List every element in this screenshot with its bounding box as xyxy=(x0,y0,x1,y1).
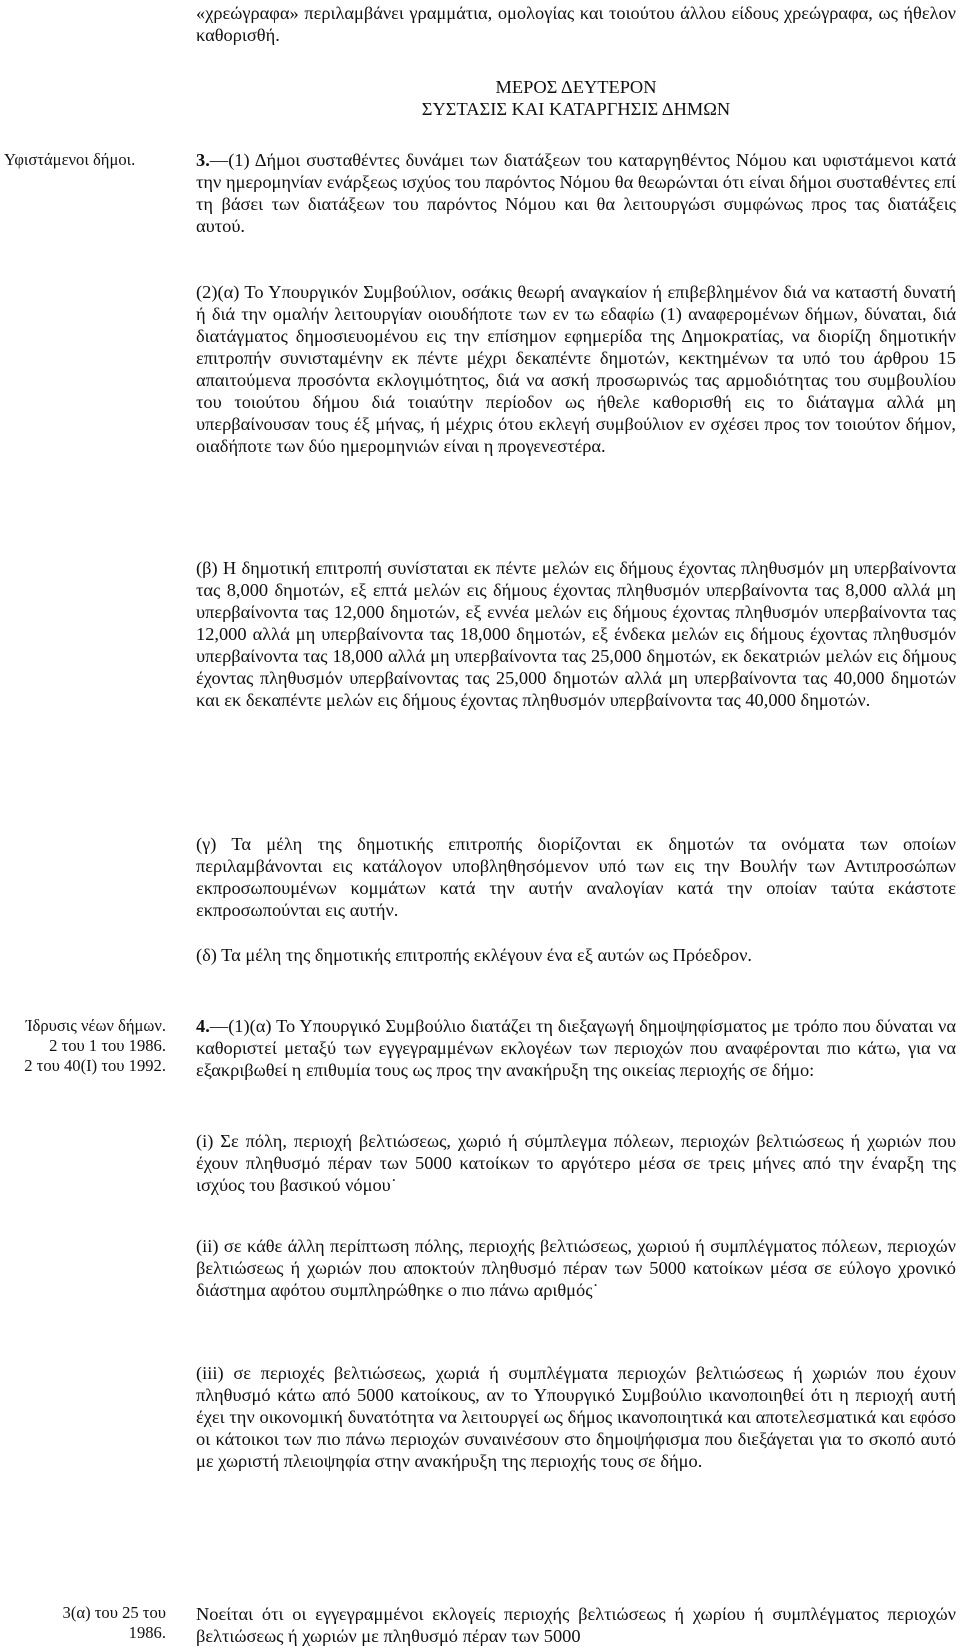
section4-number: 4. xyxy=(196,1016,210,1036)
section4-proviso-text: Νοείται ότι οι εγγεγραμμένοι εκλογείς περιοχής βελτιώσεως ή χωρίου ή συμπλέγματος περιοχών βελτιώσεως ή χωριών με πληθυσμό πέραν των 5000 xyxy=(196,1604,956,1646)
section3-sub2b-text: (β) Η δημοτική επιτροπή συνίσταται εκ πέντε μελών εις δήμους έχοντας πληθυσμόν μη υπερβαίνοντα τας 8,000 δημοτών, εξ επτά μελών εις δήμους έχοντας πληθυσμόν υπερβαίνοντα τας 8,000 αλλά μη υπερβαίνοντα τας 12,000 δημοτών, εξ εννέα μελών εις δήμους έχοντας πληθυσμόν υπερβαίνοντα τας 12,000 αλλά μη υπερβαίνοντα τας 18,000 δημοτών, εξ ένδεκα μελών εις δήμους έχοντας πληθυσμόν υπερβαίνοντα τας 18,000 αλλά μη υπερβαίνοντα τας 25,000 δημοτών, εκ δεκατριών μελών εις δήμους έχοντας πληθυσμόν υπερβαίνοντας τας 25,000 δημοτών αλλά μη υπερβαίνοντα τας 40,000 δημοτών και εκ δεκαπέντε μελών εις δήμους έχοντας πληθυσμόν υπερβαίνοντα τας 40,000 δημοτών. xyxy=(196,558,956,710)
section4-item-ii xyxy=(196,1235,956,1301)
section3-sub2a-text: (2)(α) Το Υπουργικόν Συμβούλιον, οσάκις θεωρή αναγκαίον ή επιβεβλημένον διά να καταστή δυνατή ή διά την ομαλήν λειτουργίαν οιουδήποτε των εν τω εδαφίω (1) αναφερομένων δήμων, δύναται, διά διατάγματος δημοσιευομένου εις την επίσημον εφημερίδα της Δημοκρατίας, να διορίζη δημοτικήν επιτροπήν συνισταμένην εκ πέντε μέχρι δεκαπέντε δημοτών, κεκτημένων τα υπό του άρθρου 15 απαιτούμενα προσόντα εκλογιμότητος, διά να ασκή προσωρινώς τας αρμοδιότητας του συμβουλίου του τοιούτου δήμου διά τοιαύτην περίοδον ως ήθελε καθορισθή εις το διάταγμα αλλά μη υπερβαίνουσαν τους έξ μήνας, ή μέχρις ότου εκλεγή συμβούλιον εν σχέσει προς τον τοιούτον δήμον, οιαδήποτε των δύο ημερομηνιών είναι η προγενεστέρα. xyxy=(196,282,956,456)
intro-paragraph xyxy=(196,2,956,46)
margin-note-ref-1992: 2 του 40(Ι) του 1992. xyxy=(24,1056,166,1075)
section3-number: 3. xyxy=(196,150,210,170)
margin-note-existing-municipalities xyxy=(4,150,135,170)
margin-note-ref-1986: 2 του 1 του 1986. xyxy=(49,1036,166,1055)
section3-sub2c-text: (γ) Τα μέλη της δημοτικής επιτροπής διορίζονται εκ δημοτών τα ονόματα των οποίων περιλαμβάνονται εις κατάλογον υποβληθησόμενον υπό των εις την Βουλήν των Αντιπροσώπων εκπροσωπουμένων κομμάτων κατά την αυτήν αναλογίαν κατά την οποίαν ταύτα εκάστοτε εκπροσωπούνται εις αυτήν. xyxy=(196,834,956,920)
margin-note-ref-3a-line2: 1986. xyxy=(128,1623,166,1642)
section3-subsection2a xyxy=(196,281,956,457)
part-heading xyxy=(196,76,956,120)
margin-note-ref-3a-line1: 3(α) του 25 του xyxy=(62,1603,166,1622)
section4-item-iii-text: (iii) σε περιοχές βελτιώσεως, χωριά ή συμπλέγματα περιοχών βελτιώσεως ή χωριών που έχουν πληθυσμό κάτω από 5000 κατοίκους, αν το Υπουργικό Συμβούλιο ικανοποιηθεί ότι η περιοχή αυτή έχει την οικονομική δυνατότητα να λειτουργεί ως δήμος ικανοποιητικά και αποτελεσματικά και εφόσο οι κάτοικοι των πιο πάνω περιοχών συναινέσουν στο δημοψήφισμα που διεξάγεται για το σκοπό αυτό με χωριστή πλειοψηφία στην ανακήρυξη της περιοχής τους σε δήμο. xyxy=(196,1363,956,1471)
section3-sub1-text: —(1) Δήμοι συσταθέντες δυνάμει των διατάξεων του καταργηθέντος Νόμου και υφιστάμενοι κατά την ημερομηνίαν ενάρξεως ισχύος του παρόντος Νόμου θα θεωρώνται ότι είναι δήμοι συσταθέντες επί τη βάσει των διατάξεων του παρόντος Νόμου και θα λειτουργώσι συμφώνως προς τας διατάξεις αυτού. xyxy=(196,150,956,236)
section3-sub2d-text: (δ) Τα μέλη της δημοτικής επιτροπής εκλέγουν ένα εξ αυτών ως Πρόεδρον. xyxy=(196,945,752,965)
section3-subsection2c xyxy=(196,833,956,921)
section3-subsection1 xyxy=(196,149,956,237)
section4-item-ii-text: (ii) σε κάθε άλλη περίπτωση πόλης, περιοχής βελτιώσεως, χωριού ή συμπλέγματος πόλεων, περιοχών βελτιώσεως ή χωριών που αποκτούν πληθυσμό πέραν των 5000 κατοίκων μέσα σε εύλογο χρονικό διάστημα αφότου συμπληρώθηκε ο πιο πάνω αριθμός˙ xyxy=(196,1236,956,1300)
section3-subsection2d xyxy=(196,944,956,966)
section4-proviso xyxy=(196,1603,956,1647)
section4-item-i-text: (i) Σε πόλη, περιοχή βελτιώσεως, χωριό ή σύμπλεγμα πόλεων, περιοχών βελτιώσεως ή χωριών που έχουν πληθυσμό πέραν των 5000 κατοίκων το αργότερο μέσα σε τρεις μήνες από την έναρξη της ισχύος του βασικού νόμου˙ xyxy=(196,1131,956,1195)
section3-subsection2b xyxy=(196,557,956,711)
section4-subsection1a xyxy=(196,1015,956,1081)
part-heading-line2: ΣΥΣΤΑΣΙΣ ΚΑΙ ΚΑΤΑΡΓΗΣΙΣ ΔΗΜΩΝ xyxy=(421,99,731,119)
margin-note-existing-text: Υφιστάμενοι δήμοι. xyxy=(4,150,136,169)
section4-sub1a-text: —(1)(α) Το Υπουργικό Συμβούλιο διατάζει τη διεξαγωγή δημοψηφίσματος με τρόπο που δύναται να καθοριστεί μεταξύ των εγγεγραμμένων εκλογέων των περιοχών που αναφέρονται πιο κάτω, για να εξακριβωθεί η επιθυμία τους ως προς την ανακήρυξη της οικείας περιοχής σε δήμο: xyxy=(196,1016,956,1080)
section4-item-i xyxy=(196,1130,956,1196)
margin-note-new-title: Ίδρυσις νέων δήμων. xyxy=(25,1016,166,1035)
margin-note-ref-3a xyxy=(0,1603,166,1643)
part-heading-line1: ΜΕΡΟΣ ΔΕΥΤΕΡΟΝ xyxy=(495,77,657,97)
margin-note-new-municipalities xyxy=(0,1016,166,1076)
section4-item-iii xyxy=(196,1362,956,1472)
intro-text: «χρεώγραφα» περιλαμβάνει γραμμάτια, ομολογίας και τοιούτου άλλου είδους χρεώγραφα, ως ήθελον καθορισθή. xyxy=(196,3,956,45)
